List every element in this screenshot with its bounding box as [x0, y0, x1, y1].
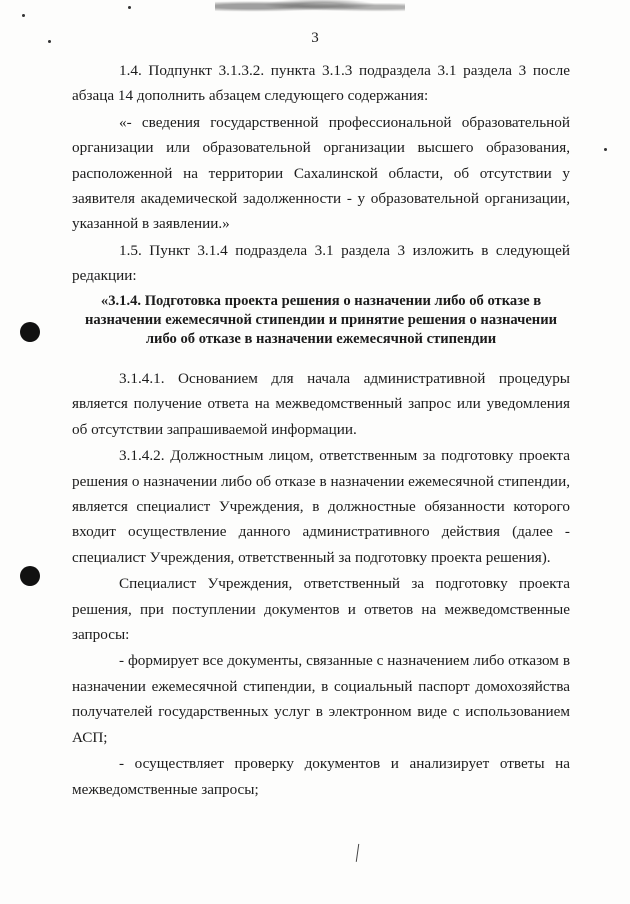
- page-number: 3: [311, 30, 319, 46]
- binder-hole: [20, 322, 40, 342]
- scan-speck: [22, 14, 25, 17]
- section-body-3-1-4: [72, 366, 570, 802]
- paragraph: 3.1.4.2. Должностным лицом, ответственным за подготовку проекта решения о назначении либо об отказе в назначении ежемесячной стипендии, является специалист Учреждения, в должностные обязанности которого входит осуществление данного административного действия (далее - специалист Учреждения, ответственный за подготовку проекта решения).: [72, 447, 570, 566]
- paragraph: 1.5. Пункт 3.1.4 подраздела 3.1 раздела 3 изложить в следующей редакции:: [72, 241, 570, 285]
- paragraph: - формирует все документы, связанные с назначением либо отказом в назначении ежемесячной стипендии, в социальный паспорт домохозяйства получателей государственных услуг в электронном виде с использованием АСП;: [72, 652, 570, 746]
- paragraph: - осуществляет проверку документов и анализирует ответы на межведомственные запросы;: [72, 755, 570, 798]
- scan-smudge: [215, 0, 405, 16]
- pen-mark: [356, 844, 361, 862]
- binder-hole: [20, 566, 40, 586]
- paragraph: 3.1.4.1. Основанием для начала административной процедуры является получение ответа на межведомственный запрос или уведомления об отсутствии запрашиваемой информации.: [72, 370, 570, 438]
- section-heading: «3.1.4. Подготовка проекта решения о назначении либо об отказе в назначении ежемесячной стипендии и принятие решения о назначении либо об отказе в назначении ежемесячной стипендии: [84, 293, 558, 347]
- paragraph: Специалист Учреждения, ответственный за подготовку проекта решения, при поступлении документов и ответов на межведомственные запросы:: [72, 575, 570, 644]
- scan-speck: [604, 148, 607, 151]
- section-amendment-1-4: [72, 58, 570, 289]
- scan-speck: [128, 6, 131, 9]
- paragraph: 1.4. Подпункт 3.1.3.2. пункта 3.1.3 подраздела 3.1 раздела 3 после абзаца 14 дополнить абзацем следующего содержания:: [72, 62, 570, 105]
- paragraph: «- сведения государственной профессиональной образовательной организации или образовательной организации высшего образования, расположенной на территории Сахалинской области, об отсутствии у заявителя академической задолженности - у образовательной организации, указанной в заявлении.»: [72, 113, 570, 233]
